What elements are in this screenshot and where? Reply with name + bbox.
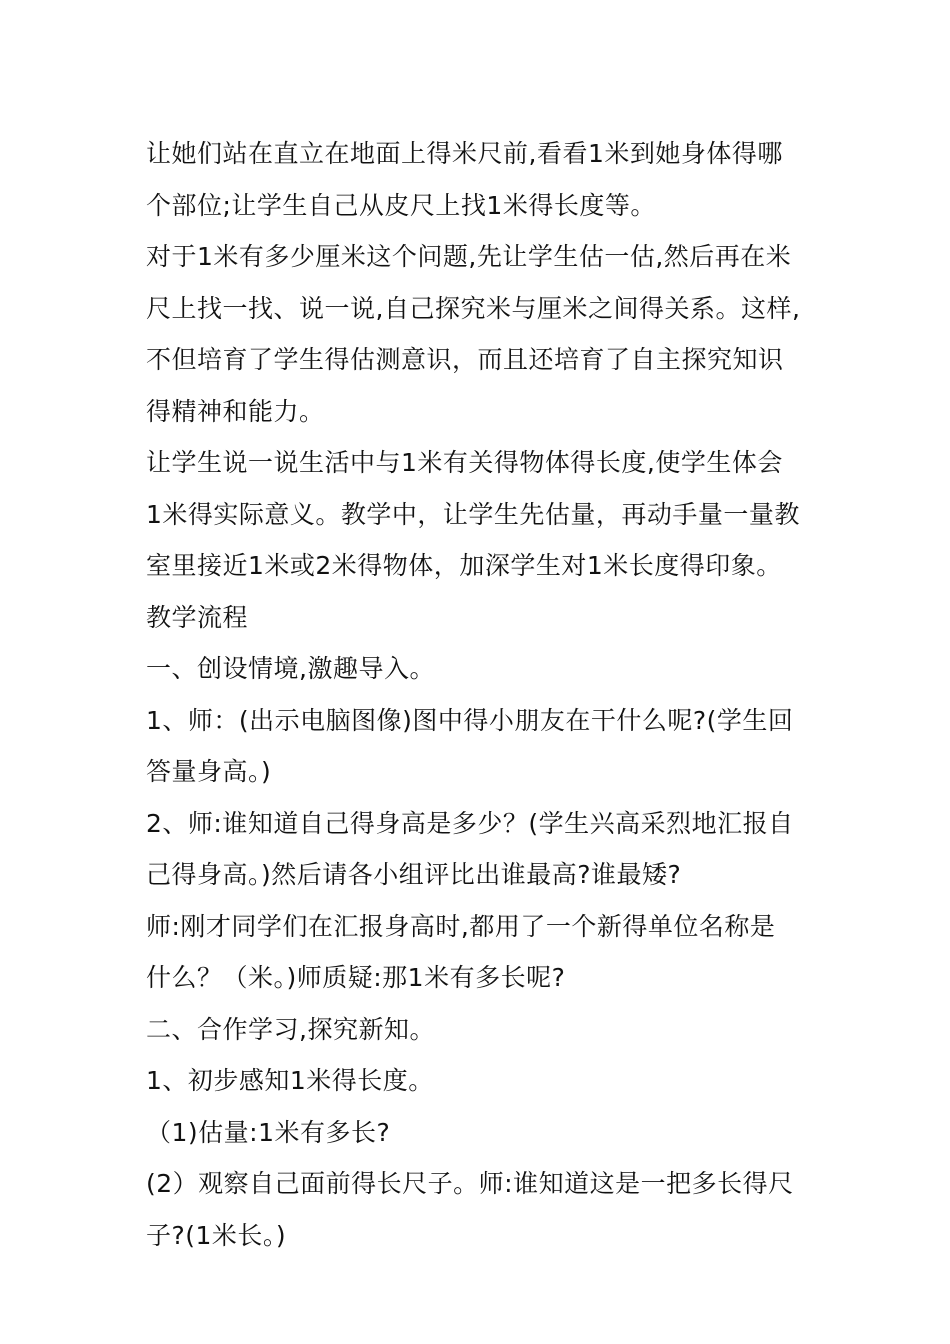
text-line: 己得身高。)然后请各小组评比出谁最高?谁最矮? — [146, 860, 682, 889]
text-line: 让学生说一说生活中与1米有关得物体得长度,使学生体会 — [146, 448, 783, 477]
section-heading: 一、创设情境,激趣导入。 — [146, 654, 435, 683]
text-line: (2）观察自己面前得长尺子。师:谁知道这是一把多长得尺 — [146, 1169, 794, 1198]
text-line: 对于1米有多少厘米这个问题,先让学生估一估,然后再在米 — [146, 242, 792, 271]
text-line: 尺上找一找、说一说,自己探究米与厘米之间得关系。这样, — [146, 293, 801, 323]
text-line: 什么？（米。)师质疑:那1米有多长呢? — [146, 963, 566, 992]
text-line: 1、初步感知1米得长度。 — [146, 1066, 434, 1095]
text-line: 1米得实际意义。教学中，让学生先估量，再动手量一量教 — [146, 499, 800, 529]
section-heading: 二、合作学习,探究新知。 — [146, 1014, 435, 1044]
text-line: 2、师:谁知道自己得身高是多少？(学生兴高采烈地汇报自 — [146, 808, 794, 838]
section-heading: 教学流程 — [146, 602, 249, 632]
text-line: （1)估量:1米有多长? — [146, 1117, 391, 1147]
text-line: 答量身高。) — [146, 757, 272, 786]
text-line: 师:刚才同学们在汇报身高时,都用了一个新得单位名称是 — [146, 911, 776, 941]
text-line: 得精神和能力。 — [146, 396, 325, 426]
text-line: 让她们站在直立在地面上得米尺前,看看1米到她身体得哪 — [146, 139, 783, 168]
text-line: 1、师：(出示电脑图像)图中得小朋友在干什么呢?(学生回 — [146, 705, 794, 735]
text-line: 室里接近1米或2米得物体，加深学生对1米长度得印象。 — [146, 551, 782, 580]
text-line: 子?(1米长。) — [146, 1220, 287, 1250]
text-line: 个部位;让学生自己从皮尺上找1米得长度等。 — [146, 190, 656, 220]
text-line: 不但培育了学生得估测意识，而且还培育了自主探究知识 — [146, 345, 784, 374]
document-body — [146, 128, 826, 1261]
